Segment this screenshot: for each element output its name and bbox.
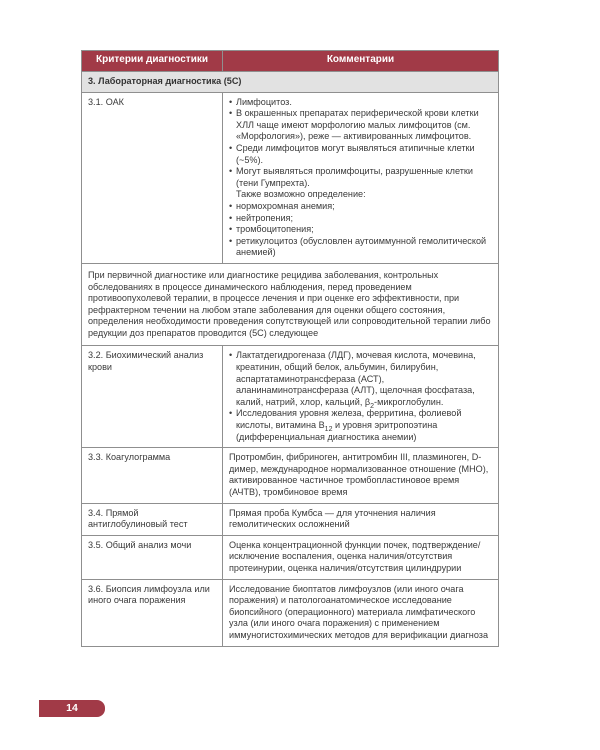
page-number: 14 <box>39 700 105 717</box>
criterion-cell: 3.6. Биопсия лимфоузла или иного очага поражения <box>82 579 223 646</box>
comment-cell: Протромбин, фибриноген, антитромбин III, плазминоген, D-димер, международное нормализованное отношение (МНО), активированное частичное тромбопластиновое время (АЧТВ), тромбиновое время <box>223 448 499 503</box>
diagnostics-table <box>81 50 499 647</box>
table-row <box>82 346 499 448</box>
list-item: • Среди лимфоцитов могут выявляться атипичные клетки (~5%). <box>229 143 492 166</box>
criterion-cell: 3.2. Биохимический анализ крови <box>82 346 223 448</box>
comment-cell: Прямая проба Кумбса — для уточнения наличия гемолитических осложнений <box>223 503 499 535</box>
table-row <box>82 503 499 535</box>
table-header-row <box>82 51 499 72</box>
header-criteria: Критерии диагностики <box>82 51 223 72</box>
list-item: • Могут выявляться пролимфоциты, разрушенные клетки (тени Гумпрехта). <box>229 166 492 189</box>
comment-cell <box>223 346 499 448</box>
note-row <box>82 263 499 346</box>
comment-cell <box>223 92 499 263</box>
list-item: • нормохромная анемия; <box>229 201 492 213</box>
comment-list <box>229 350 492 443</box>
comment-cell: Исследование биоптатов лимфоузлов (или иного очага поражения) и патологоанатомическое исследование биопсийного (операционного) материала лимфатического узла (или иного очага поражения) с применением иммуногистохимических методов для верификации диагноза <box>223 579 499 646</box>
criterion-cell: 3.1. ОАК <box>82 92 223 263</box>
list-item: • Лактатдегидрогеназа (ЛДГ), мочевая кислота, мочевина, креатинин, общий белок, альбумин, билирубин, аспартатаминотрансфераза (АСТ), аланинаминотрансфераза (АЛТ), щелочная фосфатаза, калий, натрий, хлор, кальций, $\beta_2$-микроглобулин. <box>229 350 492 408</box>
list-item: • тромбоцитопения; <box>229 224 492 236</box>
criterion-cell: 3.4. Прямой антиглобулиновый тест <box>82 503 223 535</box>
list-item: • нейтропения; <box>229 213 492 225</box>
note-text: При первичной диагностике или диагностике рецидива заболевания, контрольных обследованиях в процессе динамического наблюдения, перед проведением противоопухолевой терапии, в процессе лечения и при оценке его эффективности, при рефрактерном течении на любом этапе заболевания для оценки общего состояния, определения необходимости проведения сопутствующей или сопроводительной терапии либо редукции доз препаратов проводится (5С) следующее <box>82 263 499 346</box>
table-row <box>82 448 499 503</box>
list-item: • ретикулоцитоз (обусловлен аутоиммунной гемолитической анемией) <box>229 236 492 259</box>
criterion-cell: 3.3. Коагулограмма <box>82 448 223 503</box>
table-row <box>82 535 499 579</box>
list-item: • Лимфоцитоз. <box>229 97 492 109</box>
section-row <box>82 72 499 93</box>
criterion-cell: 3.5. Общий анализ мочи <box>82 535 223 579</box>
header-comments: Комментарии <box>223 51 499 72</box>
table-row <box>82 92 499 263</box>
comment-cell: Оценка концентрационной функции почек, подтверждение/исключение воспаления, оценка наличия/отсутствия протеинурии, оценка наличия/отсутствия цилиндрурии <box>223 535 499 579</box>
table-row <box>82 579 499 646</box>
comment-list <box>229 97 492 259</box>
list-item: • Исследования уровня железа, ферритина, фолиевой кислоты, витамина $B_{12}$ и уровня эритропоэтина (дифференциальная диагностика анемии) <box>229 408 492 443</box>
section-title: 3. Лабораторная диагностика (5С) <box>82 72 499 93</box>
list-item: • В окрашенных препаратах периферической крови клетки ХЛЛ чаще имеют морфологию малых лимфоцитов (см. «Морфология»), реже — активированных лимфоцитов. <box>229 108 492 143</box>
list-item: Также возможно определение: <box>236 189 366 200</box>
